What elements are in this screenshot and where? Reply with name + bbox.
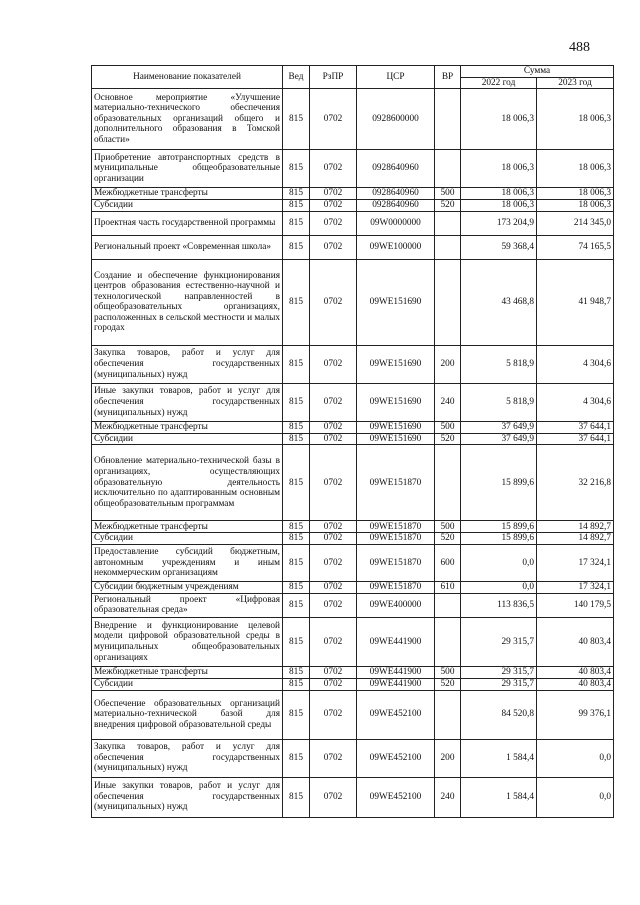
cell-ved: 815 — [283, 617, 310, 666]
cell-name: Межбюджетные трансферты — [92, 421, 283, 433]
cell-y2022: 29 315,7 — [461, 617, 537, 666]
header-ved: Вед — [283, 66, 310, 89]
cell-ved: 815 — [283, 690, 310, 739]
cell-y2023: 32 216,8 — [537, 445, 614, 521]
cell-csr: 09WE151870 — [357, 533, 435, 545]
header-name: Наименование показателей — [92, 66, 283, 89]
cell-ved: 815 — [283, 666, 310, 678]
cell-vr: 240 — [435, 383, 461, 421]
cell-ved: 815 — [283, 533, 310, 545]
cell-vr: 200 — [435, 739, 461, 777]
cell-rzpr: 0702 — [310, 383, 357, 421]
cell-name: Региональный проект «Цифровая образовательная среда» — [92, 593, 283, 617]
table-row — [92, 421, 614, 433]
cell-ved: 815 — [283, 345, 310, 383]
cell-rzpr: 0702 — [310, 445, 357, 521]
table-row — [92, 345, 614, 383]
table-row — [92, 211, 614, 235]
cell-rzpr: 0702 — [310, 235, 357, 259]
cell-ved: 815 — [283, 433, 310, 445]
cell-vr: 500 — [435, 666, 461, 678]
cell-name: Создание и обеспечение функционирования центров образования естественно-научной и технологической направленностей в общеобразовательных организациях, расположенных в сельской местности и малых городах — [92, 259, 283, 345]
cell-ved: 815 — [283, 383, 310, 421]
cell-y2022: 0,0 — [461, 544, 537, 581]
table-row — [92, 150, 614, 188]
cell-csr: 09WE151690 — [357, 345, 435, 383]
cell-y2022: 1 584,4 — [461, 739, 537, 777]
cell-y2023: 14 892,7 — [537, 533, 614, 545]
cell-csr: 09WE441900 — [357, 617, 435, 666]
cell-y2022: 29 315,7 — [461, 666, 537, 678]
cell-vr: 500 — [435, 521, 461, 533]
cell-csr: 09WE452100 — [357, 690, 435, 739]
cell-y2023: 0,0 — [537, 739, 614, 777]
cell-rzpr: 0702 — [310, 581, 357, 593]
cell-y2022: 15 899,6 — [461, 445, 537, 521]
cell-vr: 610 — [435, 581, 461, 593]
cell-name: Межбюджетные трансферты — [92, 188, 283, 200]
cell-vr — [435, 150, 461, 188]
table-row — [92, 533, 614, 545]
table-row — [92, 445, 614, 521]
cell-csr: 09WE151870 — [357, 521, 435, 533]
cell-csr: 09WE151870 — [357, 581, 435, 593]
cell-vr: 520 — [435, 433, 461, 445]
cell-y2022: 1 584,4 — [461, 777, 537, 817]
cell-y2023: 40 803,4 — [537, 678, 614, 690]
table-body — [92, 89, 614, 817]
cell-vr: 200 — [435, 345, 461, 383]
cell-vr: 600 — [435, 544, 461, 581]
header-2023: 2023 год — [537, 77, 614, 89]
cell-name: Региональный проект «Современная школа» — [92, 235, 283, 259]
table-row — [92, 581, 614, 593]
cell-y2022: 59 368,4 — [461, 235, 537, 259]
cell-name: Субсидии — [92, 533, 283, 545]
cell-name: Межбюджетные трансферты — [92, 666, 283, 678]
cell-y2022: 18 006,3 — [461, 89, 537, 150]
cell-ved: 815 — [283, 200, 310, 212]
cell-y2023: 4 304,6 — [537, 345, 614, 383]
cell-rzpr: 0702 — [310, 593, 357, 617]
cell-vr — [435, 617, 461, 666]
cell-name: Предоставление субсидий бюджетным, автономным учреждениям и иным некоммерческим организациям — [92, 544, 283, 581]
cell-y2023: 18 006,3 — [537, 150, 614, 188]
cell-rzpr: 0702 — [310, 666, 357, 678]
header-summa: Сумма — [461, 66, 614, 78]
cell-rzpr: 0702 — [310, 690, 357, 739]
cell-y2023: 40 803,4 — [537, 617, 614, 666]
cell-ved: 815 — [283, 259, 310, 345]
table-row — [92, 739, 614, 777]
cell-csr: 0928640960 — [357, 188, 435, 200]
cell-y2022: 84 520,8 — [461, 690, 537, 739]
cell-csr: 09WE151690 — [357, 433, 435, 445]
cell-y2022: 37 649,9 — [461, 421, 537, 433]
cell-name: Иные закупки товаров, работ и услуг для обеспечения государственных (муниципальных) нужд — [92, 777, 283, 817]
cell-csr: 09WE151690 — [357, 421, 435, 433]
cell-y2023: 41 948,7 — [537, 259, 614, 345]
cell-ved: 815 — [283, 581, 310, 593]
table-row — [92, 383, 614, 421]
cell-csr: 09WE151690 — [357, 383, 435, 421]
cell-y2022: 113 836,5 — [461, 593, 537, 617]
cell-ved: 815 — [283, 739, 310, 777]
table-row — [92, 617, 614, 666]
header-vr: ВР — [435, 66, 461, 89]
cell-y2023: 37 644,1 — [537, 433, 614, 445]
cell-ved: 815 — [283, 188, 310, 200]
table-row — [92, 544, 614, 581]
header-csr: ЦСР — [357, 66, 435, 89]
header-rzpr: РзПР — [310, 66, 357, 89]
cell-vr — [435, 89, 461, 150]
cell-csr: 09WE151690 — [357, 259, 435, 345]
cell-name: Межбюджетные трансферты — [92, 521, 283, 533]
cell-vr — [435, 445, 461, 521]
cell-vr — [435, 593, 461, 617]
cell-y2023: 140 179,5 — [537, 593, 614, 617]
cell-y2022: 5 818,9 — [461, 383, 537, 421]
cell-csr: 09WE452100 — [357, 777, 435, 817]
cell-ved: 815 — [283, 211, 310, 235]
cell-rzpr: 0702 — [310, 421, 357, 433]
cell-ved: 815 — [283, 544, 310, 581]
cell-vr: 520 — [435, 533, 461, 545]
cell-y2023: 37 644,1 — [537, 421, 614, 433]
cell-csr: 09WE441900 — [357, 666, 435, 678]
cell-csr: 0928640960 — [357, 200, 435, 212]
cell-y2023: 18 006,3 — [537, 89, 614, 150]
cell-csr: 09W0000000 — [357, 211, 435, 235]
cell-y2023: 18 006,3 — [537, 188, 614, 200]
cell-y2023: 18 006,3 — [537, 200, 614, 212]
cell-rzpr: 0702 — [310, 739, 357, 777]
cell-vr — [435, 235, 461, 259]
page-number: 488 — [569, 40, 590, 55]
cell-csr: 09WE452100 — [357, 739, 435, 777]
cell-y2022: 18 006,3 — [461, 188, 537, 200]
cell-y2022: 29 315,7 — [461, 678, 537, 690]
cell-rzpr: 0702 — [310, 150, 357, 188]
cell-vr: 500 — [435, 421, 461, 433]
cell-rzpr: 0702 — [310, 259, 357, 345]
cell-rzpr: 0702 — [310, 200, 357, 212]
cell-y2023: 0,0 — [537, 777, 614, 817]
cell-y2022: 173 204,9 — [461, 211, 537, 235]
cell-rzpr: 0702 — [310, 345, 357, 383]
cell-ved: 815 — [283, 445, 310, 521]
cell-y2023: 17 324,1 — [537, 544, 614, 581]
header-2022: 2022 год — [461, 77, 537, 89]
cell-y2022: 43 468,8 — [461, 259, 537, 345]
cell-csr: 0928640960 — [357, 150, 435, 188]
cell-csr: 09WE400000 — [357, 593, 435, 617]
cell-rzpr: 0702 — [310, 211, 357, 235]
table-row — [92, 690, 614, 739]
cell-y2023: 74 165,5 — [537, 235, 614, 259]
table-row — [92, 259, 614, 345]
table-row — [92, 777, 614, 817]
cell-name: Обновление материально-технической базы в организациях, осуществляющих образовательную деятельность исключительно по адаптированным основным общеобразовательным программам — [92, 445, 283, 521]
cell-vr: 240 — [435, 777, 461, 817]
cell-rzpr: 0702 — [310, 544, 357, 581]
table-row — [92, 200, 614, 212]
cell-name: Основное мероприятие «Улучшение материально-технического обеспечения образовательных организаций общего и дополнительного образования в Томской области» — [92, 89, 283, 150]
cell-y2022: 18 006,3 — [461, 150, 537, 188]
cell-rzpr: 0702 — [310, 521, 357, 533]
cell-name: Закупка товаров, работ и услуг для обеспечения государственных (муниципальных) нужд — [92, 739, 283, 777]
cell-csr: 0928600000 — [357, 89, 435, 150]
table-row — [92, 593, 614, 617]
table-row — [92, 433, 614, 445]
cell-name: Обеспечение образовательных организаций материально-технической базой для внедрения цифровой образовательной среды — [92, 690, 283, 739]
cell-name: Иные закупки товаров, работ и услуг для обеспечения государственных (муниципальных) нужд — [92, 383, 283, 421]
cell-csr: 09WE441900 — [357, 678, 435, 690]
cell-vr: 520 — [435, 678, 461, 690]
cell-y2022: 37 649,9 — [461, 433, 537, 445]
cell-y2022: 0,0 — [461, 581, 537, 593]
cell-y2022: 18 006,3 — [461, 200, 537, 212]
cell-y2023: 40 803,4 — [537, 666, 614, 678]
cell-y2023: 4 304,6 — [537, 383, 614, 421]
cell-name: Проектная часть государственной программы — [92, 211, 283, 235]
cell-y2023: 17 324,1 — [537, 581, 614, 593]
cell-name: Субсидии — [92, 678, 283, 690]
table-row — [92, 188, 614, 200]
table-row — [92, 521, 614, 533]
cell-vr: 520 — [435, 200, 461, 212]
cell-csr: 09WE151870 — [357, 445, 435, 521]
cell-vr — [435, 259, 461, 345]
table-row — [92, 89, 614, 150]
cell-name: Субсидии — [92, 200, 283, 212]
cell-y2022: 15 899,6 — [461, 521, 537, 533]
cell-ved: 815 — [283, 777, 310, 817]
cell-name: Внедрение и функционирование целевой модели цифровой образовательной среды в муниципальных общеобразовательных организациях — [92, 617, 283, 666]
table-row — [92, 666, 614, 678]
cell-rzpr: 0702 — [310, 777, 357, 817]
budget-table — [91, 65, 614, 818]
cell-y2023: 214 345,0 — [537, 211, 614, 235]
cell-y2023: 14 892,7 — [537, 521, 614, 533]
cell-name: Приобретение автотранспортных средств в муниципальные общеобразовательные организации — [92, 150, 283, 188]
cell-vr: 500 — [435, 188, 461, 200]
cell-name: Субсидии бюджетным учреждениям — [92, 581, 283, 593]
cell-ved: 815 — [283, 421, 310, 433]
cell-ved: 815 — [283, 235, 310, 259]
table-row — [92, 678, 614, 690]
cell-rzpr: 0702 — [310, 188, 357, 200]
cell-rzpr: 0702 — [310, 89, 357, 150]
cell-y2022: 15 899,6 — [461, 533, 537, 545]
cell-ved: 815 — [283, 89, 310, 150]
cell-vr — [435, 690, 461, 739]
cell-rzpr: 0702 — [310, 678, 357, 690]
cell-csr: 09WE151870 — [357, 544, 435, 581]
cell-rzpr: 0702 — [310, 433, 357, 445]
cell-vr — [435, 211, 461, 235]
cell-name: Субсидии — [92, 433, 283, 445]
table-row — [92, 235, 614, 259]
cell-ved: 815 — [283, 678, 310, 690]
cell-csr: 09WE100000 — [357, 235, 435, 259]
cell-ved: 815 — [283, 593, 310, 617]
cell-y2022: 5 818,9 — [461, 345, 537, 383]
cell-y2023: 99 376,1 — [537, 690, 614, 739]
cell-ved: 815 — [283, 150, 310, 188]
cell-ved: 815 — [283, 521, 310, 533]
cell-rzpr: 0702 — [310, 617, 357, 666]
cell-name: Закупка товаров, работ и услуг для обеспечения государственных (муниципальных) нужд — [92, 345, 283, 383]
cell-rzpr: 0702 — [310, 533, 357, 545]
